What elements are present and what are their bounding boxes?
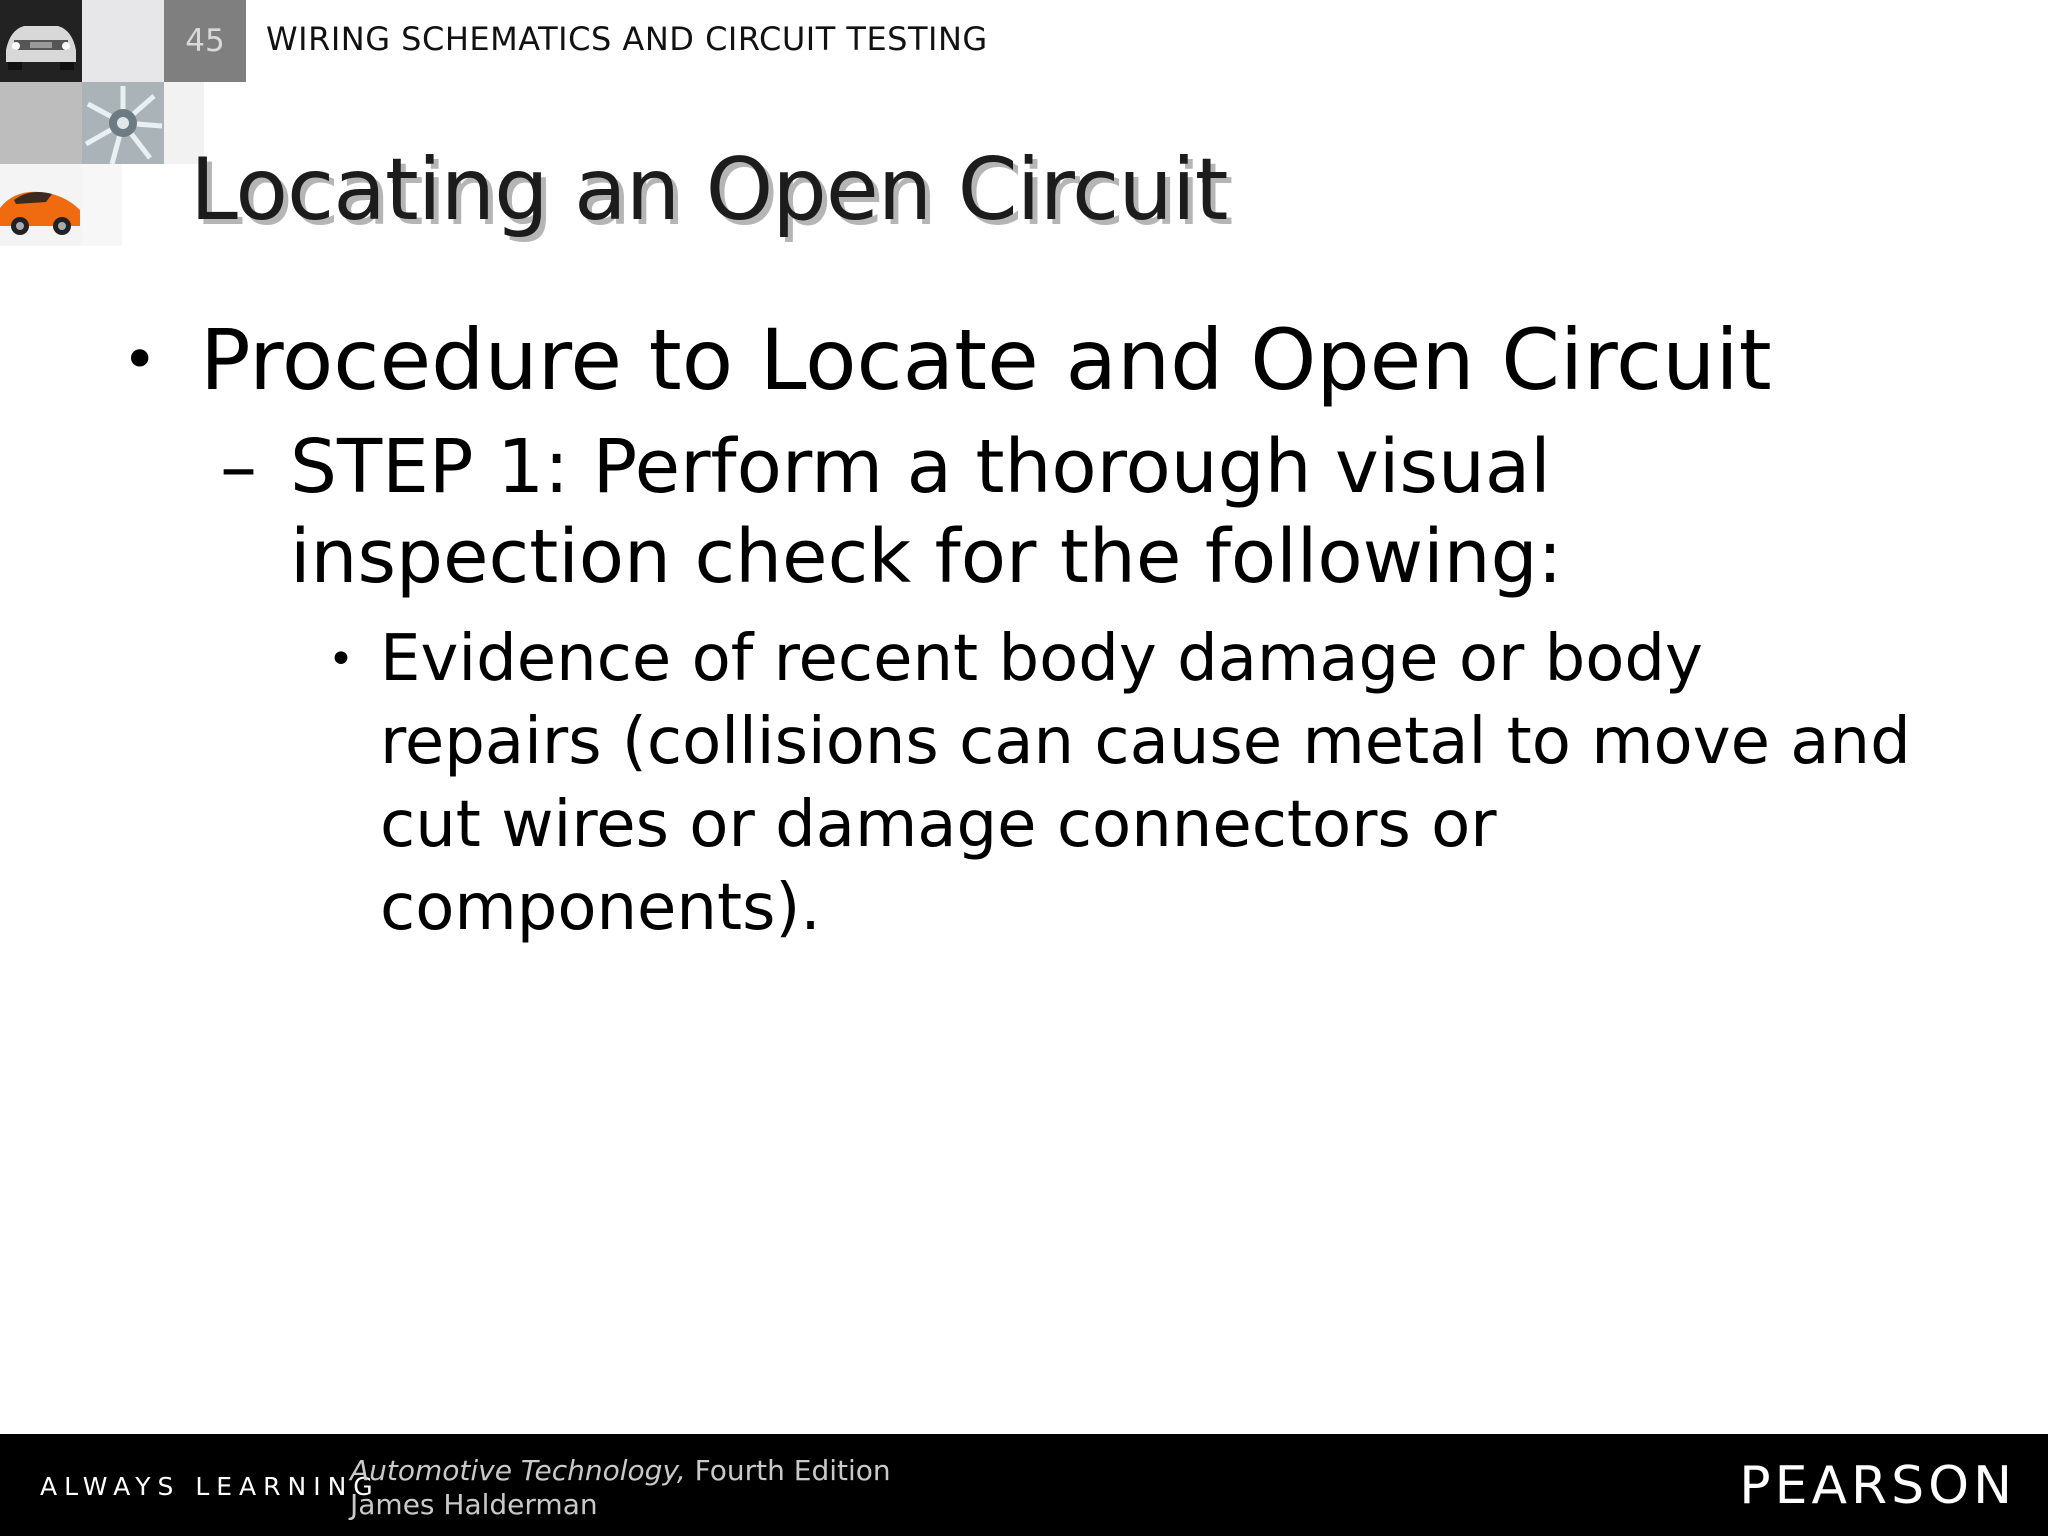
slide-body <box>0 310 2048 950</box>
book-title-line <box>350 1454 891 1488</box>
bullet-dash: – <box>220 424 257 510</box>
slide-title: Locating an Open Circuit <box>190 140 1228 240</box>
bullet-level-3-text: Evidence of recent body damage or body repairs (collisions can cause metal to move and cut wires or damage connectors or components). <box>380 622 1911 945</box>
footer-tagline: ALWAYS LEARNING <box>40 1472 380 1501</box>
bullet-dot-icon: • <box>122 325 158 395</box>
footer-bar <box>0 1434 2048 1536</box>
mosaic-tile <box>0 82 82 164</box>
book-edition: Fourth Edition <box>685 1454 891 1487</box>
book-info <box>350 1454 891 1522</box>
bullet-level-1-text: Procedure to Locate and Open Circuit <box>200 311 1772 409</box>
bullet-dot-icon: • <box>328 634 354 685</box>
publisher-logo: PEARSON <box>1739 1456 2016 1516</box>
mosaic-tile <box>82 0 164 82</box>
chapter-header: WIRING SCHEMATICS AND CIRCUIT TESTING <box>266 20 988 58</box>
car-photo-icon <box>0 0 82 82</box>
book-title: Automotive Technology, <box>350 1454 686 1487</box>
gear-photo-icon <box>82 82 164 164</box>
sports-car-photo-icon <box>0 164 82 246</box>
slide-number-tile <box>164 0 246 82</box>
bullet-level-2 <box>220 422 1790 602</box>
bullet-level-1 <box>122 310 1900 410</box>
bullet-level-3 <box>328 618 1920 950</box>
bullet-level-2-text: STEP 1: Perform a thorough visual inspection check for the following: <box>290 424 1563 600</box>
mosaic-tile <box>82 164 122 246</box>
book-author: James Halderman <box>350 1488 598 1521</box>
slide-number: 45 <box>185 23 225 59</box>
